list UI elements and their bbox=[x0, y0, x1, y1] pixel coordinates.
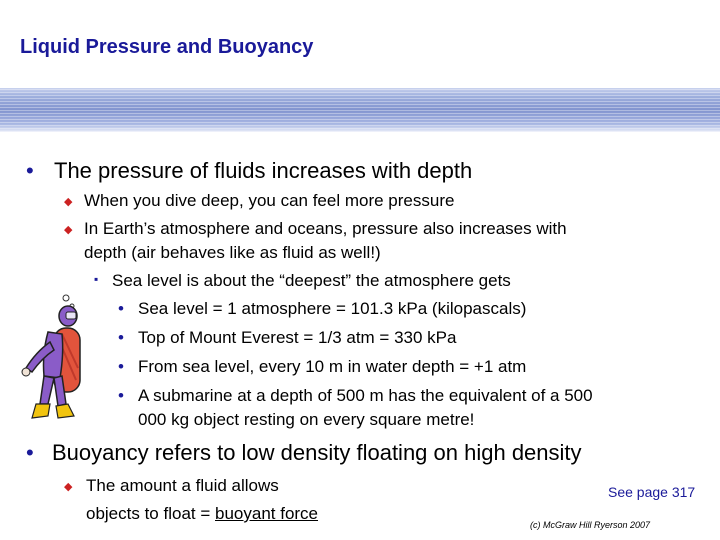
slide-title: Liquid Pressure and Buoyancy bbox=[20, 36, 314, 58]
diamond-bullet-icon: ◆ bbox=[64, 196, 73, 208]
bullet-level4-2: Top of Mount Everest = 1/3 atm = 330 kPa bbox=[138, 328, 457, 347]
bullet-level1-buoyancy: Buoyancy refers to low density floating on high density bbox=[52, 440, 582, 465]
buoyant-force-prefix: objects to float = bbox=[86, 504, 215, 523]
diamond-bullet-icon: ◆ bbox=[64, 224, 73, 236]
bullet-level4-1: Sea level = 1 atmosphere = 101.3 kPa (kilopascals) bbox=[138, 299, 527, 318]
bullet-level2-fluid-cont bbox=[86, 504, 318, 524]
bullet-level3-sea-level: Sea level is about the “deepest” the atmosphere gets bbox=[112, 271, 511, 290]
bullet-level4-4: A submarine at a depth of 500 m has the equivalent of a 500 bbox=[138, 386, 593, 405]
bullet-level4-3: From sea level, every 10 m in water depth = +1 atm bbox=[138, 357, 527, 376]
bullet-level4-4-cont: 000 kg object resting on every square metre! bbox=[138, 410, 475, 429]
square-bullet-icon: ▪ bbox=[94, 272, 99, 286]
dot-bullet-icon: • bbox=[118, 386, 124, 405]
see-page-note: See page 317 bbox=[608, 484, 696, 500]
bullet-level2-atmosphere: In Earth’s atmosphere and oceans, pressure also increases with bbox=[84, 219, 567, 238]
round-bullet-icon: • bbox=[26, 440, 34, 465]
round-bullet-icon: • bbox=[26, 158, 34, 183]
bullet-level2-atmosphere-cont: depth (air behaves like as fluid as well!) bbox=[84, 243, 381, 262]
scuba-diver-icon bbox=[14, 292, 94, 427]
buoyant-force-term: buoyant force bbox=[215, 504, 319, 523]
bullet-level2-fluid: The amount a fluid allows bbox=[86, 476, 279, 495]
header-band bbox=[0, 88, 720, 132]
dot-bullet-icon: • bbox=[118, 328, 124, 347]
dot-bullet-icon: • bbox=[118, 299, 124, 318]
dot-bullet-icon: • bbox=[118, 357, 124, 376]
copyright: (c) McGraw Hill Ryerson 2007 bbox=[530, 520, 651, 530]
bullet-level2-dive: When you dive deep, you can feel more pressure bbox=[84, 191, 455, 210]
diamond-bullet-icon: ◆ bbox=[64, 481, 73, 493]
bullet-level1-pressure: The pressure of fluids increases with depth bbox=[54, 158, 473, 183]
